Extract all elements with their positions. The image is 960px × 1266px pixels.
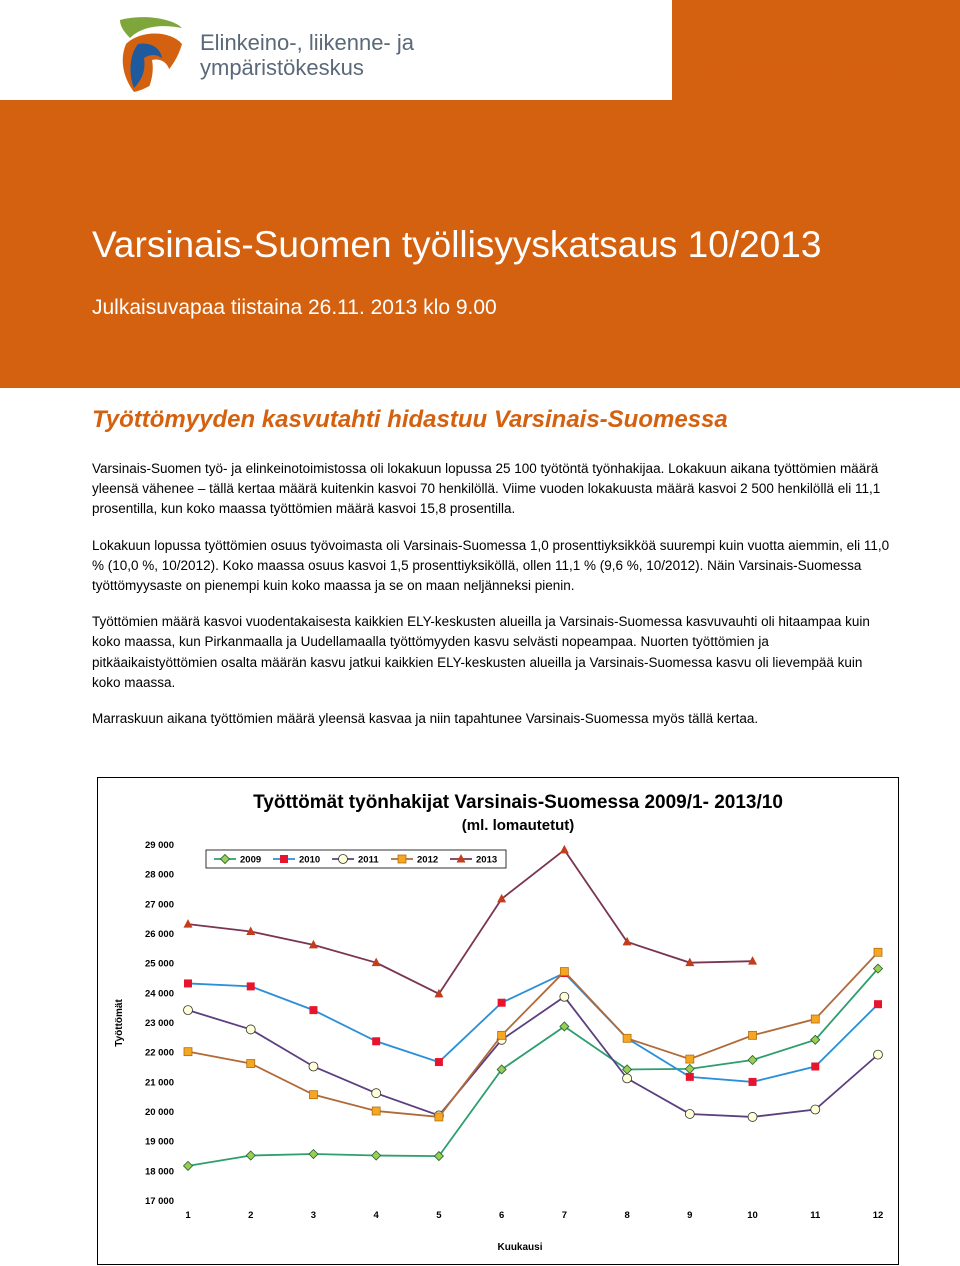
point-2013 bbox=[184, 919, 193, 928]
legend-marker-2010 bbox=[280, 855, 288, 863]
x-tick-label: 3 bbox=[310, 1210, 317, 1221]
document-subtitle: Julkaisuvapaa tiistaina 26.11. 2013 klo 9.00 bbox=[92, 296, 497, 319]
paragraph-2: Lokakuun lopussa työttömien osuus työvoimasta oli Varsinais-Suomessa 1,0 prosenttiyksikköä suurempi kuin vuotta aiemmin, eli 11,0 % (10,0 %, 10/2012). Koko maassa osuus kasvoi 1,5 prosenttiyksiköllä, ollen 11,1 % (9,6 %, 10/2012). Näin Varsinais-Suomessa työttömyysaste on pienempi kuin koko maassa ja se on maan neljänneksi pienin. bbox=[92, 537, 890, 594]
x-tick-label: 11 bbox=[810, 1210, 821, 1221]
y-tick-label: 21 000 bbox=[144, 1077, 174, 1089]
point-2009 bbox=[748, 1055, 757, 1064]
y-tick-label: 20 000 bbox=[144, 1107, 174, 1118]
point-2013 bbox=[560, 845, 569, 854]
org-name-line2: ympäristökeskus bbox=[200, 55, 364, 80]
y-tick-label: 22 000 bbox=[144, 1047, 174, 1059]
point-2010 bbox=[372, 1037, 380, 1045]
point-2011 bbox=[685, 1109, 694, 1118]
point-2012 bbox=[498, 1031, 506, 1039]
point-2011 bbox=[811, 1105, 820, 1114]
point-2010 bbox=[811, 1063, 819, 1071]
point-2010 bbox=[184, 979, 192, 987]
point-2011 bbox=[309, 1062, 318, 1071]
y-tick-label: 19 000 bbox=[144, 1136, 174, 1148]
chart-canvas bbox=[98, 778, 898, 1264]
paragraph-1: Varsinais-Suomen työ- ja elinkeinotoimistossa oli lokakuun lopussa 25 100 työtöntä työnhakijaa. Lokakuun aikana työttömien määrä yleensä vähenee – tällä kertaa määrä kuitenkin kasvoi 70 henkilöllä. Viime vuoden lokakuusta määrä kasvoi 2 500 henkilöllä eli 11,1 prosentilla, kun koko maassa työttömien määrä kasvoi 15,8 prosentilla. bbox=[92, 461, 881, 517]
x-tick-label: 10 bbox=[747, 1210, 758, 1221]
y-tick-label: 29 000 bbox=[144, 840, 174, 851]
x-tick-label: 2 bbox=[248, 1210, 254, 1221]
point-2012 bbox=[874, 948, 882, 956]
point-2012 bbox=[309, 1091, 317, 1099]
x-tick-label: 12 bbox=[872, 1210, 884, 1221]
chart-subtitle: (ml. lomautetut) bbox=[461, 817, 575, 834]
point-2011 bbox=[372, 1089, 381, 1098]
point-2011 bbox=[560, 992, 569, 1001]
organization-name bbox=[200, 30, 414, 80]
legend-marker-2012 bbox=[398, 855, 406, 863]
paragraph-3: Työttömien määrä kasvoi vuodentakaisesta kaikkien ELY-keskusten alueilla ja Varsinais-Suomessa kasvuvauhti oli hitaampaa kuin koko maassa, kun Pirkanmaalla ja Uudellamaalla työttömyyden kasvu selvästi nopeampaa. Nuorten työttömien ja pitkäaikaistyöttömien osalta määrän kasvu jatkui kaikkien ELY-keskusten alueilla ja Varsinais-Suomessa kasvu oli lievempää kuin koko maassa. bbox=[92, 614, 870, 690]
point-2009 bbox=[685, 1064, 694, 1073]
chart-title: Työttömät työnhakijat Varsinais-Suomessa 2009/1- 2013/10 bbox=[253, 792, 783, 813]
series-line-2009 bbox=[188, 969, 878, 1166]
point-2010 bbox=[686, 1073, 694, 1081]
point-2012 bbox=[623, 1034, 631, 1042]
legend-label-2013: 2013 bbox=[476, 854, 498, 866]
x-tick-label: 7 bbox=[561, 1210, 568, 1221]
point-2009 bbox=[309, 1150, 318, 1159]
org-name-line1: Elinkeino-, liikenne- ja bbox=[200, 30, 414, 55]
y-tick-label: 28 000 bbox=[144, 869, 174, 881]
series-line-2012 bbox=[188, 952, 878, 1117]
point-2010 bbox=[247, 982, 255, 990]
x-tick-label: 9 bbox=[687, 1210, 693, 1221]
point-2013 bbox=[497, 894, 506, 903]
y-tick-label: 18 000 bbox=[144, 1166, 174, 1178]
point-2011 bbox=[748, 1112, 757, 1121]
series-line-2013 bbox=[188, 850, 753, 994]
ely-logo-icon bbox=[112, 14, 190, 94]
series-line-2011 bbox=[188, 997, 878, 1117]
x-tick-label: 4 bbox=[373, 1210, 379, 1221]
legend-label-2011: 2011 bbox=[358, 854, 379, 866]
point-2012 bbox=[749, 1031, 757, 1039]
logo-area bbox=[0, 0, 672, 100]
point-2010 bbox=[435, 1058, 443, 1066]
unemployment-chart bbox=[97, 777, 899, 1265]
report-header bbox=[0, 0, 960, 388]
point-2012 bbox=[435, 1113, 443, 1121]
x-tick-label: 5 bbox=[436, 1210, 442, 1221]
article-headline: Työttömyyden kasvutahti hidastuu Varsinais-Suomessa bbox=[92, 406, 728, 433]
paragraph-4: Marraskuun aikana työttömien määrä yleensä kasvaa ja niin tapahtunee Varsinais-Suomessa myös tällä kertaa. bbox=[92, 711, 759, 727]
y-tick-label: 17 000 bbox=[144, 1196, 174, 1207]
point-2009 bbox=[184, 1161, 193, 1170]
chart-plot-area bbox=[145, 840, 883, 1221]
point-2012 bbox=[686, 1055, 694, 1063]
legend-marker-2011 bbox=[339, 855, 348, 864]
point-2011 bbox=[623, 1074, 632, 1083]
point-2012 bbox=[811, 1015, 819, 1023]
point-2010 bbox=[498, 999, 506, 1007]
point-2011 bbox=[874, 1050, 883, 1059]
y-tick-label: 26 000 bbox=[144, 929, 174, 940]
series-line-2010 bbox=[188, 973, 878, 1082]
point-2009 bbox=[372, 1151, 381, 1160]
point-2010 bbox=[309, 1006, 317, 1014]
point-2012 bbox=[372, 1107, 380, 1115]
legend-label-2010: 2010 bbox=[299, 854, 321, 866]
y-axis-label: Työttömät bbox=[114, 999, 125, 1047]
centre-name: VARSINAIS-SUOMEN ELY-KESKUS bbox=[700, 66, 900, 78]
legend-label-2012: 2012 bbox=[417, 854, 439, 866]
x-tick-label: 8 bbox=[624, 1210, 630, 1221]
point-2011 bbox=[184, 1006, 193, 1015]
point-2012 bbox=[184, 1048, 192, 1056]
y-tick-label: 27 000 bbox=[144, 899, 174, 911]
point-2010 bbox=[874, 1000, 882, 1008]
y-tick-label: 23 000 bbox=[144, 1018, 174, 1029]
point-2012 bbox=[247, 1060, 255, 1068]
document-title: Varsinais-Suomen työllisyyskatsaus 10/2013 bbox=[92, 224, 822, 265]
point-2012 bbox=[560, 968, 568, 976]
y-tick-label: 25 000 bbox=[144, 958, 174, 970]
legend-label-2009: 2009 bbox=[240, 854, 262, 866]
point-2009 bbox=[246, 1151, 255, 1160]
x-tick-label: 6 bbox=[498, 1210, 505, 1221]
point-2010 bbox=[749, 1078, 757, 1086]
article-body bbox=[92, 459, 892, 745]
x-axis-label: Kuukausi bbox=[497, 1242, 543, 1253]
y-tick-label: 24 000 bbox=[144, 988, 174, 1000]
point-2011 bbox=[246, 1025, 255, 1034]
x-tick-label: 1 bbox=[185, 1210, 191, 1221]
